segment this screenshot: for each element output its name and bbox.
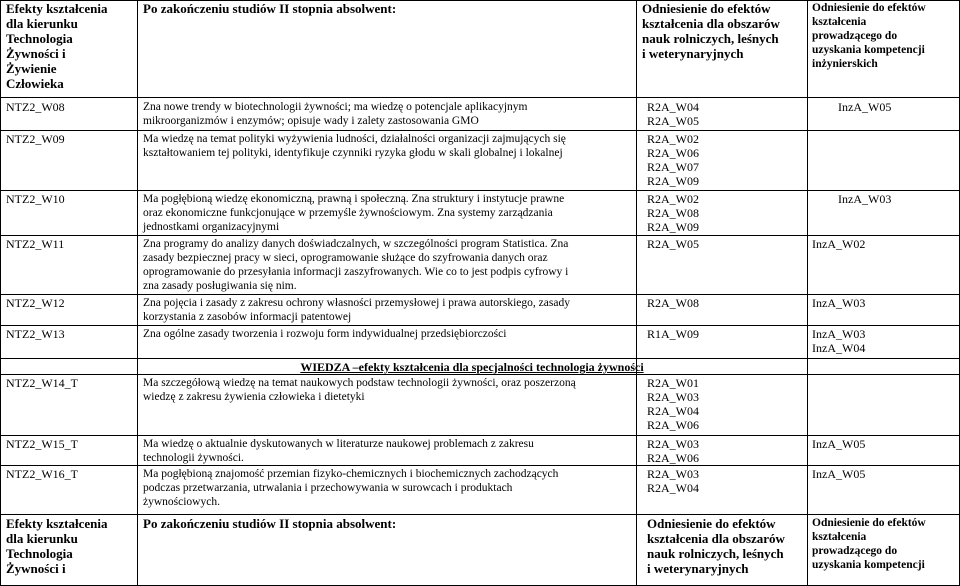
- engineering-reference: InzA_W03: [838, 192, 892, 206]
- footer-engineering-reference: Odniesienie do efektów kształcenia prowadzącego do uzyskania kompetencji: [812, 517, 926, 571]
- header-graduate-statement: Po zakończeniu studiów II stopnia absolwent:: [143, 1, 397, 16]
- effect-description: Ma wiedzę o aktualnie dyskutowanych w literaturze naukowej problemach z zakresu technologii żywności.: [143, 438, 534, 464]
- effect-description: Zna programy do analizy danych doświadczalnych, w szczególności program Statistica. Zna zasady bezpiecznej pracy w sieci, oprogramowanie służące do szyfrowania danych oraz oprogramowanie do przesyłania informacji zaszyfrowanych. Wie co to jest podpis cyfrowy i zna zasady posługiwania się nim.: [143, 238, 569, 292]
- engineering-reference: InzA_W05: [812, 437, 866, 451]
- section-title: WIEDZA –efekty kształcenia dla specjalności technologia żywności: [300, 360, 644, 374]
- row-divider-w08: [0, 130, 960, 131]
- row-divider-w12: [0, 325, 960, 326]
- row-divider-header: [0, 97, 960, 98]
- column-divider-3: [807, 0, 808, 586]
- area-reference: R2A_W02 R2A_W06 R2A_W07 R2A_W09: [647, 132, 699, 188]
- row-divider-w15: [0, 465, 960, 466]
- effect-code: NTZ2_W15_T: [6, 437, 78, 451]
- area-reference: R2A_W03 R2A_W06: [647, 437, 699, 465]
- effect-code: NTZ2_W13: [6, 327, 65, 341]
- effect-code: NTZ2_W10: [6, 192, 65, 206]
- engineering-reference: InzA_W05: [812, 467, 866, 481]
- effect-description: Ma pogłębioną znajomość przemian fizyko-chemicznych i biochemicznych zachodzących podczas przetwarzania, utrwalania i przechowywania w surowcach i produktach żywnościowych.: [143, 468, 559, 508]
- row-divider-w16: [0, 514, 960, 515]
- column-divider-2: [636, 0, 637, 586]
- effect-code: NTZ2_W14_T: [6, 376, 78, 390]
- effect-description: Zna ogólne zasady tworzenia i rozwoju form indywidualnej przedsiębiorczości: [143, 328, 507, 340]
- effect-code: NTZ2_W09: [6, 132, 65, 146]
- effect-code: NTZ2_W08: [6, 100, 65, 114]
- effect-description: Zna pojęcia i zasady z zakresu ochrony własności przemysłowej i prawa autorskiego, zasady korzystania z zasobów informacji patentowej: [143, 297, 570, 323]
- engineering-reference: InzA_W03: [812, 296, 866, 310]
- footer-graduate-statement: Po zakończeniu studiów II stopnia absolwent:: [143, 516, 397, 531]
- area-reference: R2A_W05: [647, 237, 699, 251]
- area-reference: R2A_W04 R2A_W05: [647, 100, 699, 128]
- area-reference: R1A_W09: [647, 327, 699, 341]
- row-divider-section: [0, 374, 960, 375]
- engineering-reference: InzA_W03 InzA_W04: [812, 327, 866, 355]
- table-border-left: [0, 0, 1, 586]
- row-divider-w13: [0, 358, 960, 359]
- header-program-effects: Efekty kształcenia dla kierunku Technologia Żywności i Żywienie Człowieka: [6, 1, 108, 91]
- row-divider-w09: [0, 190, 960, 191]
- row-divider-w10: [0, 235, 960, 236]
- area-reference: R2A_W08: [647, 296, 699, 310]
- column-divider-1: [137, 0, 138, 586]
- engineering-reference: InzA_W05: [838, 100, 892, 114]
- effect-description: Zna nowe trendy w biotechnologii żywności; ma wiedzę o potencjale aplikacyjnym mikroorganizmów i enzymów; opisuje wady i zalety zastosowania GMO: [143, 101, 528, 127]
- effect-code: NTZ2_W11: [6, 237, 65, 251]
- effect-code: NTZ2_W16_T: [6, 467, 78, 481]
- area-reference: R2A_W02 R2A_W08 R2A_W09: [647, 192, 699, 234]
- effect-code: NTZ2_W12: [6, 296, 65, 310]
- footer-program-effects: Efekty kształcenia dla kierunku Technologia Żywności i: [6, 516, 108, 576]
- area-reference: R2A_W03 R2A_W04: [647, 467, 699, 495]
- row-divider-w14: [0, 435, 960, 436]
- engineering-reference: InzA_W02: [812, 237, 866, 251]
- effect-description: Ma szczegółową wiedzę na temat naukowych podstaw technologii żywności, oraz poszerzoną wiedzę z zakresu żywienia człowieka i dietetyki: [143, 377, 576, 403]
- area-reference: R2A_W01 R2A_W03 R2A_W04 R2A_W06: [647, 376, 699, 432]
- footer-area-reference: Odniesienie do efektów kształcenia dla obszarów nauk rolniczych, leśnych i weterynaryjnych: [647, 516, 785, 576]
- effect-description: Ma pogłębioną wiedzę ekonomiczną, prawną i społeczną. Zna struktury i instytucje prawne oraz ekonomiczne funkcjonujące w przemyśle żywnościowym. Zna systemy zarządzania jednostkami organizacyjnymi: [143, 193, 565, 233]
- effect-description: Ma wiedzę na temat polityki wyżywienia ludności, działalności organizacji zajmujących się kształtowaniem tej polityki, identyfikuje czynniki ryzyka głodu w skali globalnej i lokalnej: [143, 133, 566, 159]
- header-engineering-reference: Odniesienie do efektów kształcenia prowadzącego do uzyskania kompetencji inżynierskich: [812, 2, 926, 70]
- header-area-reference: Odniesienie do efektów kształcenia dla obszarów nauk rolniczych, leśnych i weterynaryjnych: [642, 1, 780, 61]
- row-divider-w11: [0, 294, 960, 295]
